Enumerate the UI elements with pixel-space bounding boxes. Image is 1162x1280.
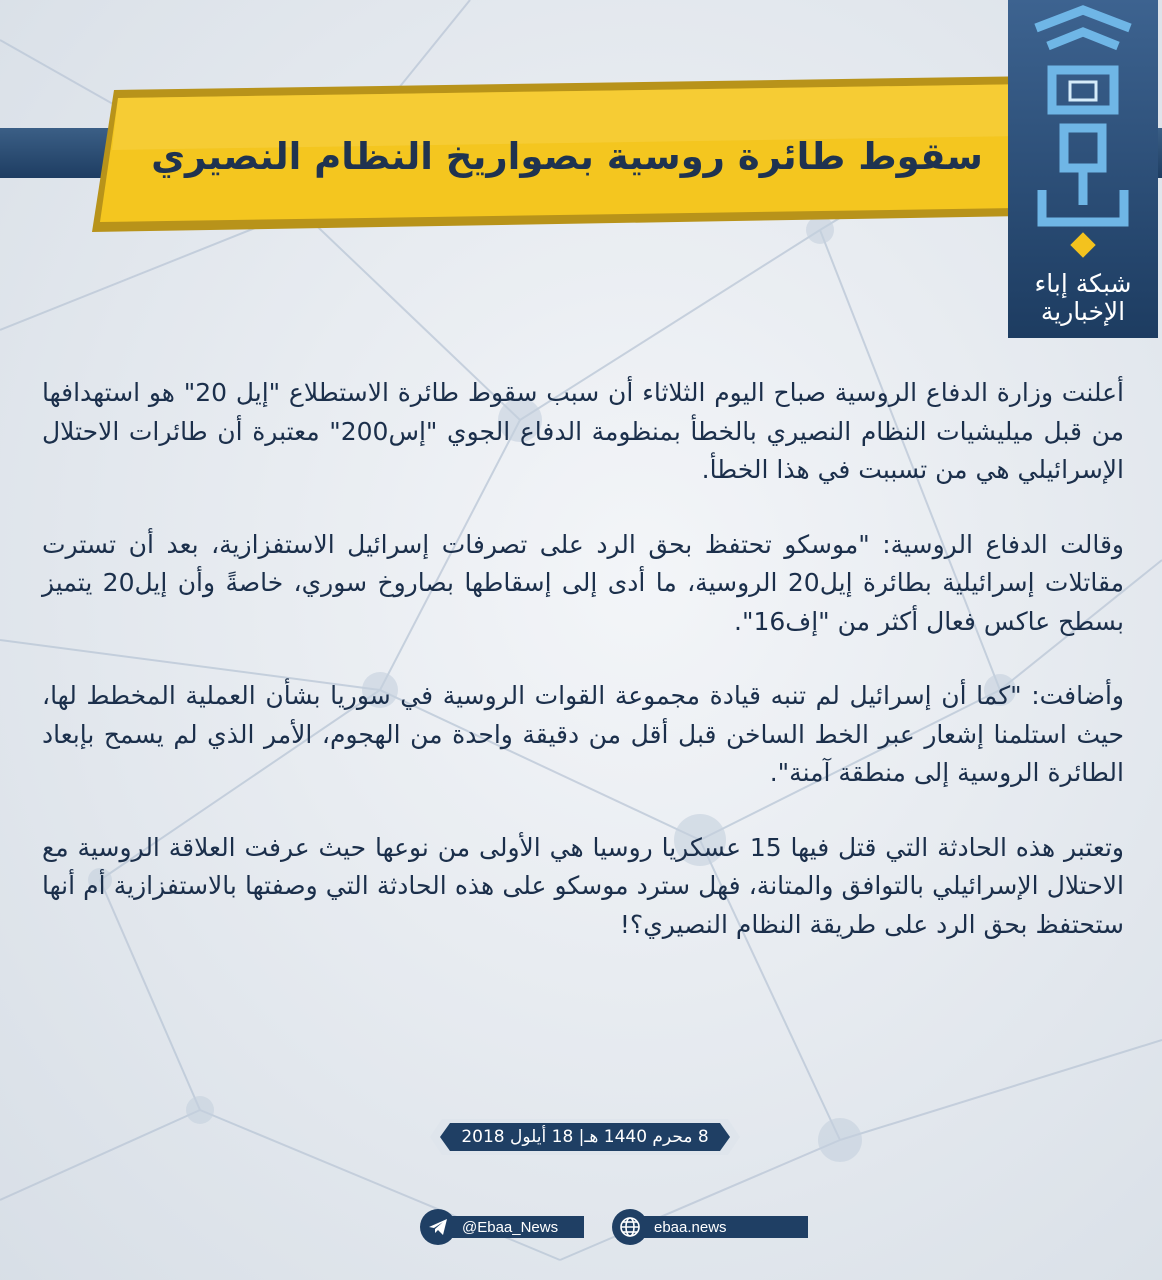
- article-body: [42, 374, 1124, 980]
- page-title: سقوط طائرة روسية بصواريخ النظام النصيري: [151, 134, 983, 178]
- logo-text-line2: الإخبارية: [1040, 297, 1126, 326]
- article-paragraph: وتعتبر هذه الحادثة التي قتل فيها 15 عسكريا روسيا هي الأولى من نوعها حيث عرفت العلاقة الروسية مع الاحتلال الإسرائيلي بالتوافق والمتانة، فهل سترد موسكو على هذه الحادثة التي وصفتها بالاستفزازية أم أنها ستحتفظ بحق الرد على طريقة النظام النصيري؟!: [42, 832, 1124, 939]
- article-paragraph: وأضافت: "كما أن إسرائيل لم تنبه قيادة مجموعة القوات الروسية في سوريا بشأن العملية المخطط لها، حيث استلمنا إشعار عبر الخط الساخن قبل أقل من دقيقة واحدة من الهجوم، الأمر الذي لم يسمح بإبعاد الطائرة الروسية إلى منطقة آمنة".: [42, 681, 1124, 787]
- website-url: ebaa.news: [644, 1216, 808, 1238]
- logo-text-line1: شبكة إباء: [1034, 269, 1132, 298]
- article-paragraph: أعلنت وزارة الدفاع الروسية صباح اليوم الثلاثاء أن سبب سقوط طائرة الاستطلاع "إيل 20" هو استهدافها من قبل ميليشيات النظام النصيري بالخطأ بمنظومة الدفاع الجوي "إس200" معتبرة أن طائرات الاحتلال الإسرائيلي هي من تسببت في هذا الخطأ.: [42, 378, 1125, 484]
- globe-icon: [612, 1209, 648, 1245]
- telegram-link[interactable]: [420, 1212, 584, 1242]
- logo-wordmark: [1008, 270, 1158, 326]
- publish-date: 8 محرم 1440 هـ| 18 أيلول 2018: [461, 1127, 709, 1147]
- telegram-icon: [420, 1209, 456, 1245]
- telegram-handle: @Ebaa_News: [452, 1216, 584, 1238]
- article-paragraph: وقالت الدفاع الروسية: "موسكو تحتفظ بحق الرد على تصرفات إسرائيل الاستفزازية، بعد أن تسترت مقاتلات إسرائيلية بطائرة إيل20 الروسية، ما أدى إلى إسقاطها بصاروخ سوري، خاصةً وأن إيل20 يتميز بسطح عاكس فعال أكثر من "إف16".: [42, 529, 1124, 636]
- website-link[interactable]: [612, 1212, 808, 1242]
- ebaa-logo-icon: [1008, 0, 1158, 270]
